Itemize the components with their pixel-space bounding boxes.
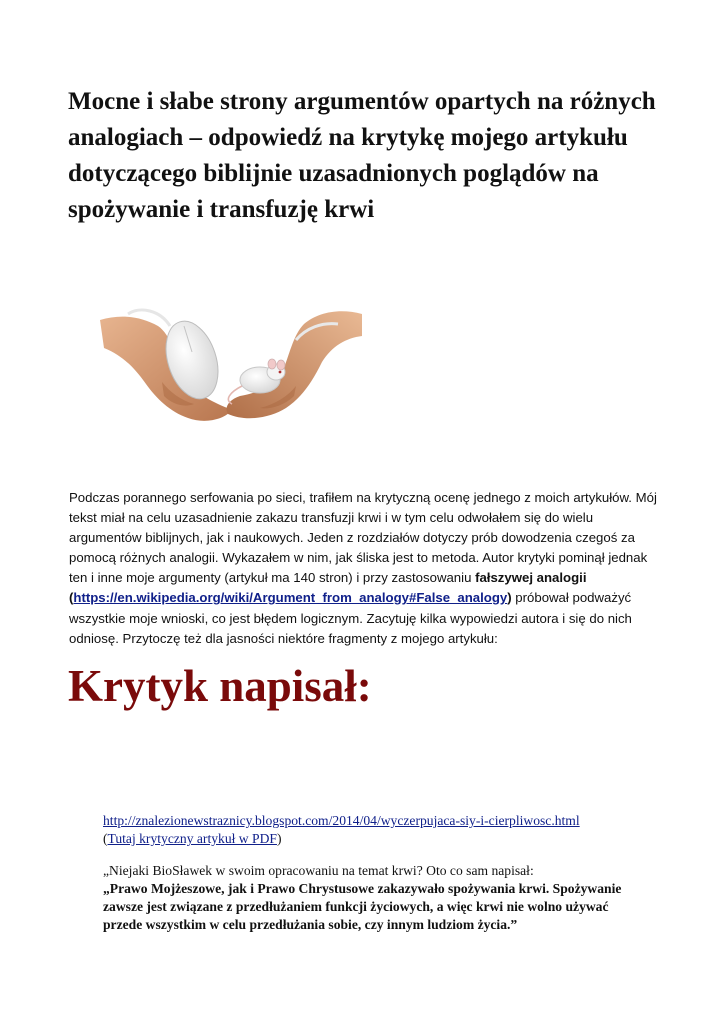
source-links — [103, 812, 663, 848]
intro-text: Podczas porannego serfowania po sieci, trafiłem na krytyczną ocenę jednego z moich artykułów. Mój tekst miał na celu uzasadnienie zakazu transfuzji krwi i w tym celu odwołałem się do wielu argumentów biblijnych, jak i naukowych. Jeden z rozdziałów dotyczy prób dowodzenia czegoś za pomocą różnych analogii. Wykazałem w nim, jak śliska jest to metoda. Autor krytyki pominął jednak ten i inne moje argumenty (artykuł ma 140 stron) i przy zastosowaniu — [69, 490, 657, 586]
section-heading: Krytyk napisał: — [68, 661, 372, 711]
pdf-paren-open: ( — [103, 831, 108, 846]
blog-source-link[interactable]: http://znalezionewstraznicy.blogspot.com/2014/04/wyczerpujaca-siy-i-cierpliwosc.html — [103, 813, 580, 828]
pdf-line — [103, 830, 663, 848]
quote-intro: „Niejaki BioSławek w swoim opracowaniu na temat krwi? Oto co sam napisał: — [103, 863, 534, 878]
wikipedia-link[interactable]: https://en.wikipedia.org/wiki/Argument_from_analogy#False_analogy — [73, 590, 508, 606]
page-title: Mocne i słabe strony argumentów opartych na różnych analogiach – odpowiedź na krytykę mojego artykułu dotyczącego biblijnie uzasadnionych poglądów na spożywanie i transfuzję krwi — [68, 88, 656, 223]
pdf-link[interactable]: Tutaj krytyczny artykuł w PDF — [107, 831, 277, 846]
paren-open: ( — [69, 590, 74, 606]
intro-text-continued: próbował podważyć wszystkie moje wnioski, co jest błędem logicznym. Zacytuję kilka wypowiedzi autora i się do nich odniosę. Przytoczę też dla jasności niektóre fragmenty z mojego artykułu: — [69, 590, 632, 646]
pdf-paren-close: ) — [276, 831, 282, 846]
source-url-line — [103, 812, 663, 830]
intro-paragraph — [69, 488, 659, 649]
illustration-svg — [100, 300, 362, 434]
false-analogy-term: fałszywej analogii — [475, 570, 587, 586]
critic-quote — [103, 862, 628, 934]
quote-bold: „Prawo Mojżeszowe, jak i Prawo Chrystusowe zakazywało spożywania krwi. Spożywanie zawsze jest związane z przedłużaniem funkcji życiowych, a więc krwi nie wolno używać przede wszystkim w celu przedłużania sobie, czy innym ludziom życia.” — [103, 881, 622, 932]
hands-holding-mouse-image — [100, 300, 362, 434]
paren-close: ) — [507, 590, 512, 606]
